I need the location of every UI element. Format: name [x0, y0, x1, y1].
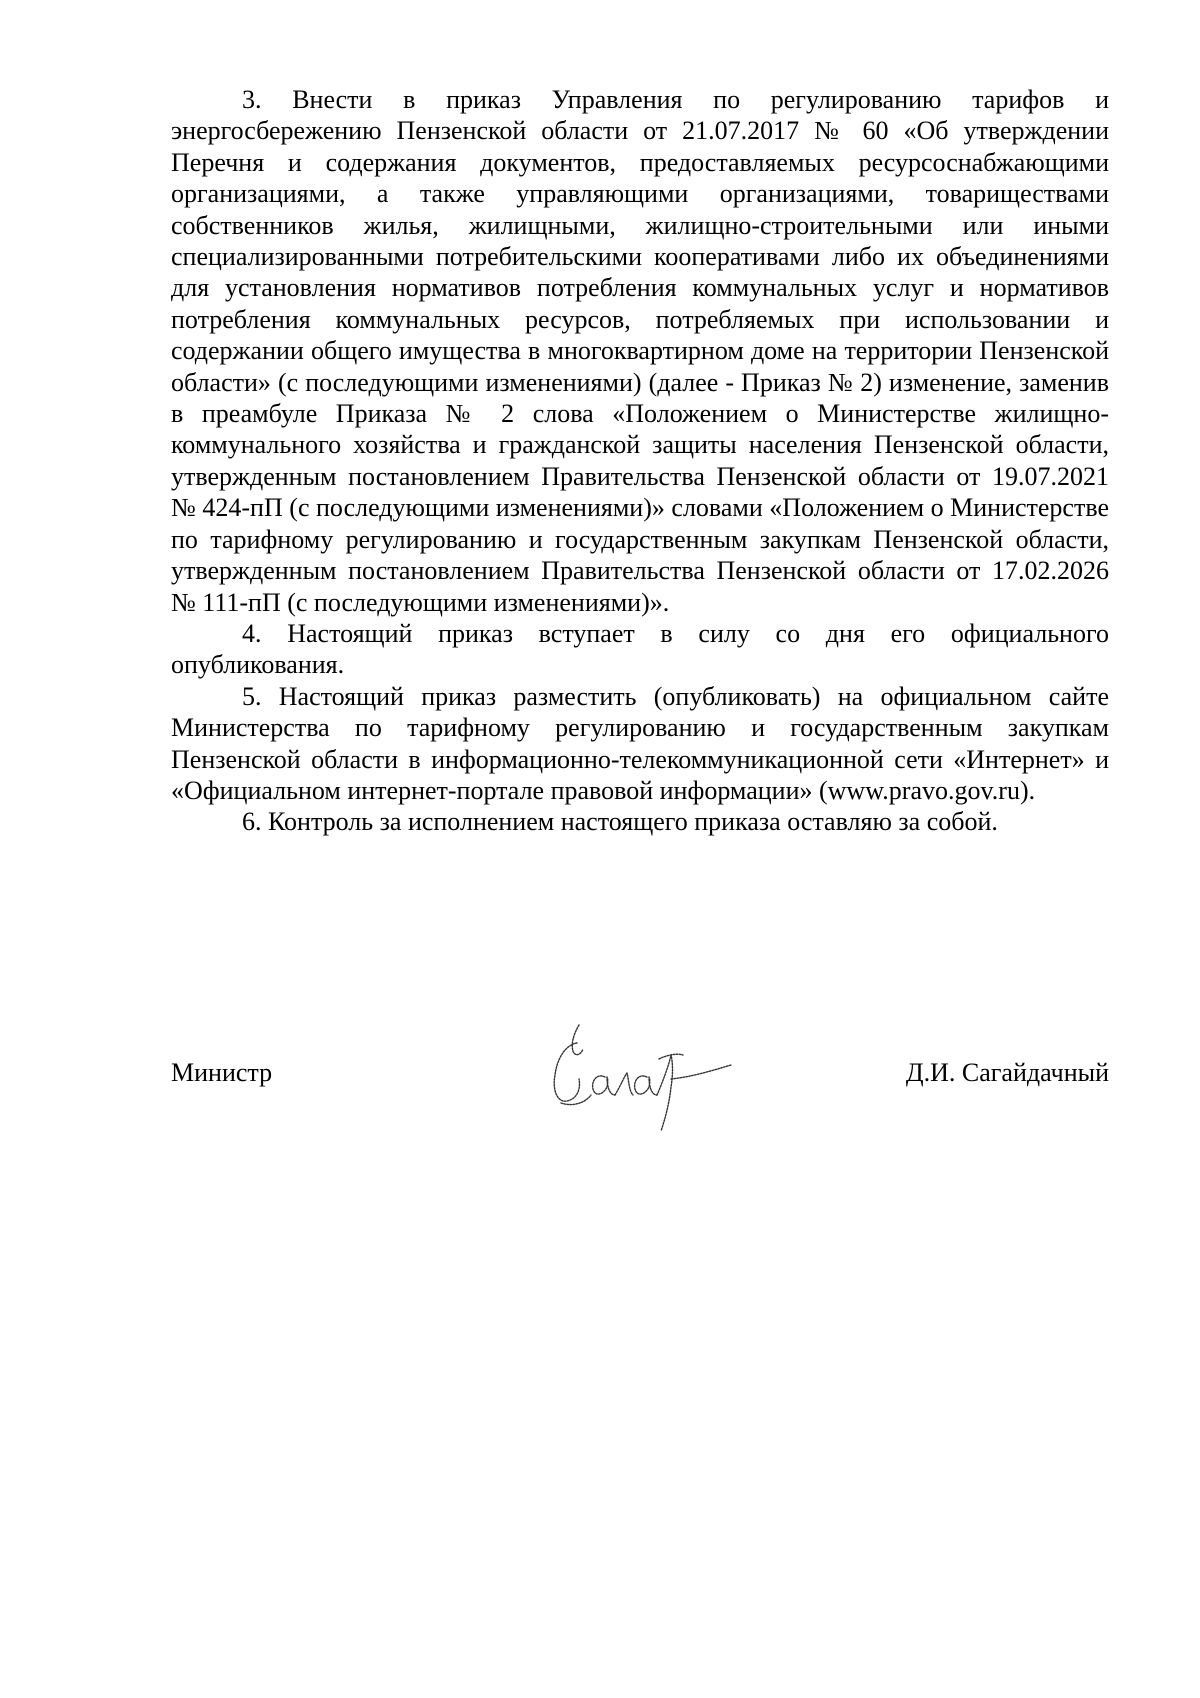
paragraph-6: 6. Контроль за исполнением настоящего приказа оставляю за собой. [242, 807, 998, 837]
signature-block [171, 1015, 1109, 1135]
paragraph-5: 5. Настоящий приказ разместить (опубликовать) на официальном сайте Министерства по тарифному регулированию и государственным закупкам Пензенской области в информационно-телекоммуникационной сети «Интернет» и «Официальном интернет-портале правовой информации» (www.pravo.gov.ru). [171, 681, 1109, 805]
document-body [171, 84, 1109, 838]
paragraph-3: 3. Внести в приказ Управления по регулированию тарифов и энергосбережению Пензенской области от 21.07.2017 № 60 «Об утверждении Перечня и содержания документов, предоставляемых ресурсоснабжающими организациями, а также управляющими организациями, товариществами собственников жилья, жилищными, жилищно-строительными или иными специализированными потребительскими кооперативами либо их объединениями для установления нормативов потребления коммунальных услуг и нормативов потребления коммунальных ресурсов, потребляемых при использовании и содержании общего имущества в многоквартирном доме на территории Пензенской области» (с последующими изменениями) (далее - Приказ № 2) изменение, заменив в преамбуле Приказа № 2 слова «Положением о Министерстве жилищно-коммунального хозяйства и гражданской защиты населения Пензенской области, утвержденным постановлением Правительства Пензенской области от 19.07.2021 № 424-пП (с последующими изменениями)» словами «Положением о Министерстве по тарифному регулированию и государственным закупкам Пензенской области, утвержденным постановлением Правительства Пензенской области от 17.02.2026 № 111-пП (с последующими изменениями)». [171, 85, 1109, 617]
signatory-name: Д.И. Сагайдачный [905, 1058, 1109, 1087]
signatory-title: Министр [171, 1058, 273, 1087]
handwritten-signature-icon [521, 1015, 761, 1135]
paragraph-4: 4. Настоящий приказ вступает в силу со дня его официального опубликования. [171, 618, 1109, 680]
